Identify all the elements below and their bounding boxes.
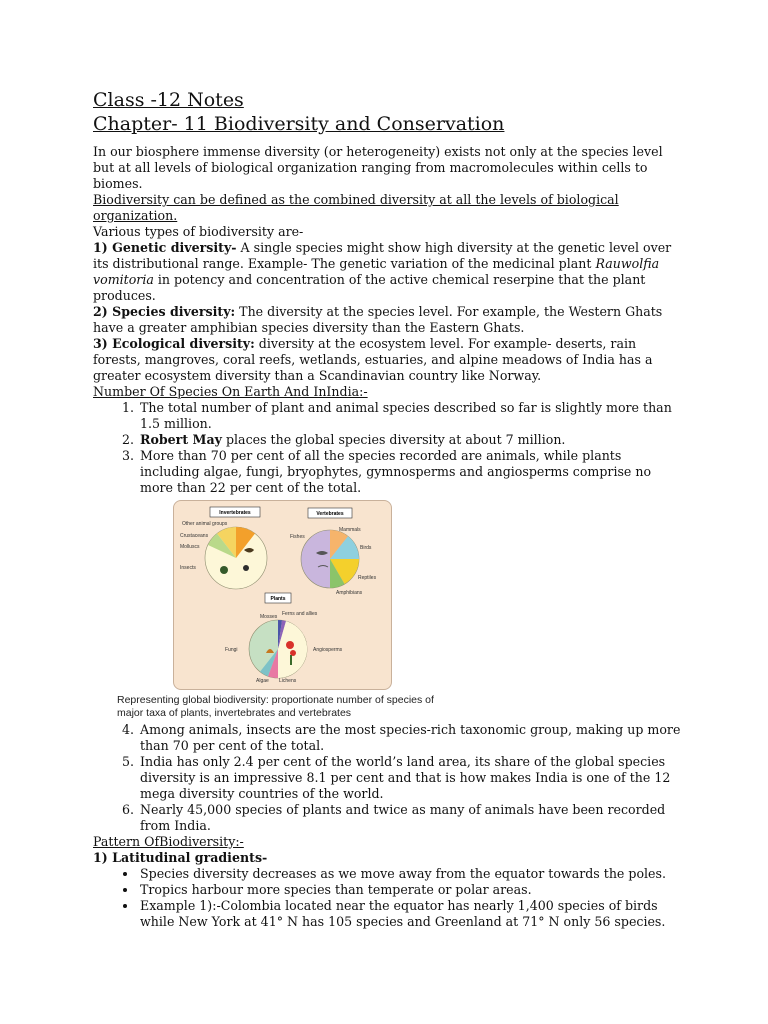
genetic-diversity-text-2: in potency and concentration of the active chemical reserpine that the plant produces. xyxy=(93,272,646,303)
plant-label-algae: Algae xyxy=(256,678,269,684)
vert-label-amphibians: Amphibians xyxy=(336,590,363,596)
list-item: 1. The total number of plant and animal species described so far is slightly more than 1.5 million. xyxy=(138,400,683,432)
list-item xyxy=(138,432,683,448)
species-diversity-text: The diversity at the species level. For example, the Western Ghats have a greater amphibian species diversity than the Eastern Ghats. xyxy=(93,304,663,335)
ecological-diversity-text: diversity at the ecosystem level. For example- deserts, rain forests, mangroves, coral reefs, wetlands, estuaries, and alpine meadows of India has a greater ecosystem diversity than a Scandinavian country like Norway. xyxy=(93,336,653,383)
invertebrates-label: Invertebrates xyxy=(219,510,251,516)
plant-label-ferns: Ferns and allies xyxy=(282,611,318,617)
species-heading: Number Of Species On Earth And InIndia:- xyxy=(93,384,368,399)
ecological-diversity-label: 3) Ecological diversity: xyxy=(93,336,255,351)
species-list-b xyxy=(93,722,683,834)
species-list-a xyxy=(93,400,683,496)
robert-may: Robert May xyxy=(140,432,222,447)
rauwolfia-name: Rauwolfia vomitoria xyxy=(93,256,660,287)
vert-label-mammals: Mammals xyxy=(339,527,361,533)
list-item: 4. Among animals, insects are the most species-rich taxonomic group, making up more than 70 per cent of the total. xyxy=(138,722,683,754)
biodiversity-pie-charts xyxy=(174,501,391,689)
list-item: • Example 1):-Colombia located near the equator has nearly 1,400 species of birds while New York at 41° N has 105 species and Greenland at 71° N only 56 species. xyxy=(138,898,683,930)
chapter-title: Chapter- 11 Biodiversity and Conservation xyxy=(93,113,505,135)
list-item: 3. More than 70 per cent of all the species recorded are animals, while plants including algae, fungi, bryophytes, gymnosperms and angiosperms comprise no more than 22 per cent of the total. xyxy=(138,448,683,496)
species-diversity-label: 2) Species diversity: xyxy=(93,304,236,319)
latitudinal-bullets xyxy=(93,866,683,930)
inv-label-other: Other animal groups xyxy=(182,521,228,527)
genetic-diversity xyxy=(93,240,683,304)
plant-label-mosses: Mosses xyxy=(260,614,278,620)
types-lead: Various types of biodiversity are- xyxy=(93,224,304,239)
vert-label-fishes: Fishes xyxy=(290,534,305,540)
plants-pie xyxy=(249,620,307,678)
notes-page xyxy=(93,88,683,496)
list-item-text: places the global species diversity at about 7 million. xyxy=(225,432,566,447)
biodiversity-definition: Biodiversity can be defined as the combined diversity at all the levels of biological organization. xyxy=(93,192,619,223)
biodiversity-figure xyxy=(173,500,392,690)
inv-label-insects: Insects xyxy=(180,565,196,571)
inv-label-crustaceans: Crustaceans xyxy=(180,533,209,539)
inv-label-molluscs: Molluscs xyxy=(180,544,200,550)
plants-label: Plants xyxy=(270,596,286,602)
species-diversity xyxy=(93,304,683,336)
plant-label-lichens: Lichens xyxy=(279,678,297,684)
list-item: 6. Nearly 45,000 species of plants and twice as many of animals have been recorded from India. xyxy=(138,802,683,834)
plant-label-angiosperms: Angiosperms xyxy=(313,647,343,653)
class-title: Class -12 Notes xyxy=(93,89,244,111)
plant-label-fungi: Fungi xyxy=(225,647,238,653)
vert-label-reptiles: Reptiles xyxy=(358,575,377,581)
list-item: • Tropics harbour more species than temperate or polar areas. xyxy=(138,882,683,898)
notes-continued xyxy=(93,722,683,930)
list-item: 5. India has only 2.4 per cent of the world’s land area, its share of the global species diversity is an impressive 8.1 per cent and that is how makes India is one of the 12 mega diversity countries of the world. xyxy=(138,754,683,802)
intro-paragraph: In our biosphere immense diversity (or heterogeneity) exists not only at the species level but at all levels of biological organization ranging from macromolecules within cells to biomes. xyxy=(93,144,663,191)
ecological-diversity xyxy=(93,336,683,384)
figure-caption: Representing global biodiversity: proportionate number of species of major taxa of plants, invertebrates and vertebrates xyxy=(117,694,434,719)
vertebrates-pie xyxy=(301,530,359,588)
vert-label-birds: Birds xyxy=(360,545,372,551)
invertebrates-pie xyxy=(205,527,267,589)
latitudinal-heading: 1) Latitudinal gradients- xyxy=(93,850,268,865)
genetic-diversity-text: A single species might show high diversity at the genetic level over its distributional range. Example- The genetic variation of the medicinal plant xyxy=(93,240,672,271)
genetic-diversity-label: 1) Genetic diversity- xyxy=(93,240,237,255)
vertebrates-label: Vertebrates xyxy=(316,511,344,517)
list-item: • Species diversity decreases as we move away from the equator towards the poles. xyxy=(138,866,683,882)
pattern-heading: Pattern OfBiodiversity:- xyxy=(93,834,244,849)
